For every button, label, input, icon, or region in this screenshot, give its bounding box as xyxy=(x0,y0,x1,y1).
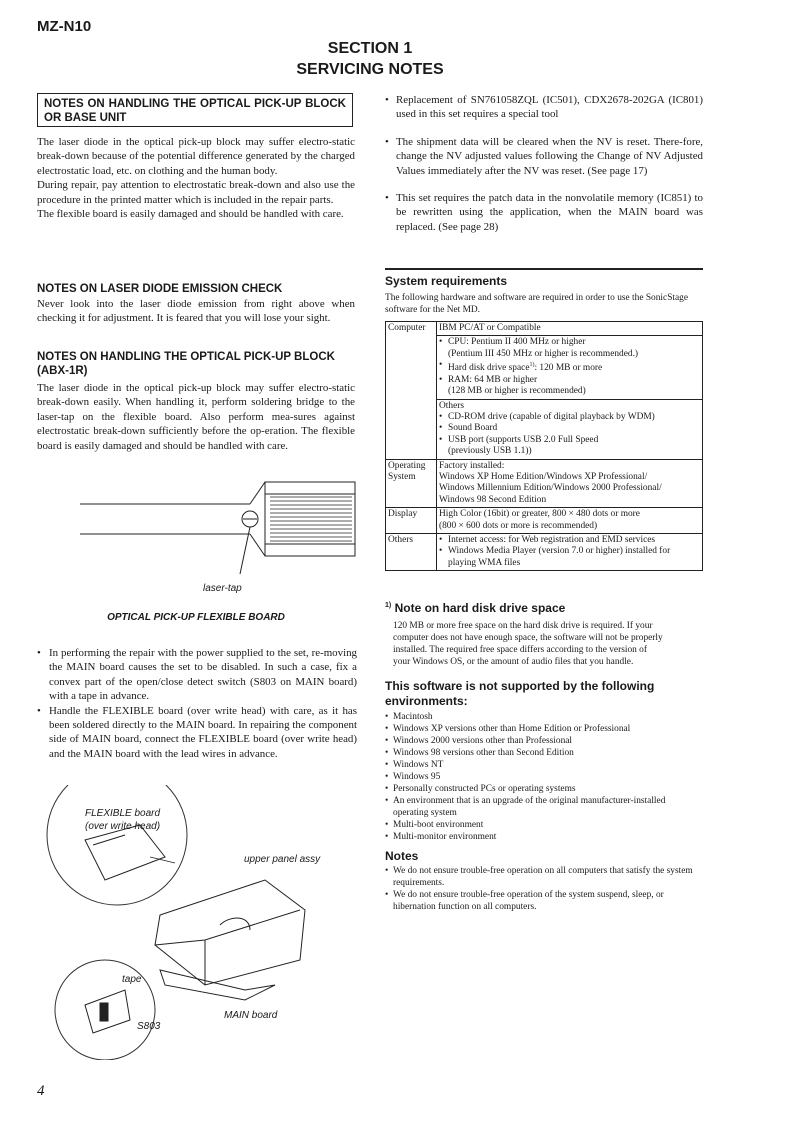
list-item: • We do not ensure trouble-free operation of the system suspend, sleep, or hibernation function on all computers. xyxy=(385,889,703,913)
section-number: SECTION 1 xyxy=(327,40,413,57)
list-item: (Pentium III 450 MHz or higher is recommended.) xyxy=(448,348,639,359)
hdd-note-title: Note on hard disk drive space xyxy=(394,601,566,615)
os-line: Factory installed: xyxy=(439,460,505,471)
abx-heading: NOTES ON HANDLING THE OPTICAL PICK-UP BLOCK (ABX-1R) xyxy=(37,351,335,377)
main-board-label: MAIN board xyxy=(224,1010,278,1021)
bullet-item: • In performing the repair with the power supplied to the set, re-moving the MAIN board causes the set to be disabled. In such a case, fix a convex part of the open/close detect switch (S803 on MAIN board) with a tape in advance. xyxy=(37,646,357,704)
list-item: • Windows 98 versions other than Second Edition xyxy=(385,747,703,759)
intro-paragraph: The flexible board is easily damaged and should be handled with care. xyxy=(37,208,344,221)
list-item: • An environment that is an upgrade of the original manufacturer-installed operating system xyxy=(385,795,703,819)
row-label: Display xyxy=(386,508,437,534)
row-label: Computer xyxy=(386,322,437,460)
table-cell: IBM PC/AT or Compatible xyxy=(437,322,703,336)
handling-bullets xyxy=(37,646,357,761)
list-item: playing WMA files xyxy=(448,557,521,568)
list-item: • Sound Board xyxy=(439,423,700,434)
hdd-note-line: your Windows OS, or the amount of audio files that you handle. xyxy=(393,657,634,667)
unsupported-heading-line: This software is not supported by the following xyxy=(385,679,655,693)
list-item: • Windows XP versions other than Home Edition or Professional xyxy=(385,723,703,735)
unsupported-list xyxy=(385,711,703,843)
bullet-item: • This set requires the patch data in the nonvolatile memory (IC851) to be rewritten using the application, when the MAIN board was replaced. (See page 28) xyxy=(385,191,703,234)
table-cell xyxy=(437,534,703,571)
bullet-item: • Replacement of SN761058ZQL (IC501), CDX2678-202GA (IC801) used in this set requires a special tool xyxy=(385,93,703,122)
intro-text xyxy=(37,135,355,221)
abx-text: The laser diode in the optical pick-up block may suffer electro-static break-down easily. When handling it, perform soldering bridge to the laser-tap on the flexible board. Also perform mea-sures against electrostatic break-down sufficiently before the op-eration. The flexible board is easily damaged and should be handled with care. xyxy=(37,382,355,452)
os-line: Windows 98 Second Edition xyxy=(439,494,547,505)
list-item: • Windows 95 xyxy=(385,771,703,783)
hdd-note-line: 120 MB or more free space on the hard disk drive is required. If your xyxy=(393,621,653,631)
page-number: 4 xyxy=(37,1083,45,1099)
laser-tap-label: laser-tap xyxy=(203,583,242,594)
list-item: • CPU: Pentium II 400 MHz or higher xyxy=(439,337,700,348)
list-item: • RAM: 64 MB or higher xyxy=(439,375,700,386)
row-label: Others xyxy=(386,534,437,571)
notes-list xyxy=(385,865,703,913)
os-label-line: System xyxy=(388,472,416,482)
hdd-value: : 120 MB or more xyxy=(534,363,603,374)
footnote-mark: 1) xyxy=(385,602,392,609)
list-item: (128 MB or higher is recommended) xyxy=(448,386,586,397)
requirements-table xyxy=(385,321,703,571)
table-row xyxy=(386,508,703,534)
table-cell xyxy=(437,399,703,459)
notes-heading: Notes xyxy=(385,849,419,863)
bullet-item: • The shipment data will be cleared when the NV is reset. There-fore, change the NV adjusted values following the Change of NV Adjusted Values immediately after the NV was reset. (See page 17) xyxy=(385,135,703,178)
hdd-note-text xyxy=(393,620,705,668)
os-line: Windows XP Home Edition/Windows XP Professional/ xyxy=(439,472,648,482)
unsupported-heading-line: environments: xyxy=(385,694,468,708)
section-divider xyxy=(385,268,703,270)
table-row xyxy=(386,322,703,336)
os-label-line: Operating xyxy=(388,460,426,471)
others-label: Others xyxy=(439,400,464,411)
flexible-board-label: FLEXIBLE board xyxy=(85,808,161,819)
table-cell xyxy=(437,336,703,399)
section-title: SERVICING NOTES xyxy=(296,61,444,78)
figure-caption: OPTICAL PICK-UP FLEXIBLE BOARD xyxy=(107,612,285,623)
list-item: • Windows Media Player (version 7.0 or higher) installed for xyxy=(439,546,700,557)
list-item: (previously USB 1.1)) xyxy=(448,446,532,457)
bullet-item: • Handle the FLEXIBLE board (over write head) with care, as it has been soldered directly to the MAIN board. In repairing the component side of MAIN board, connect the FLEXIBLE board (over write head) and the MAIN board with the lead wires in advance. xyxy=(37,704,357,762)
os-line: Windows Millennium Edition/Windows 2000 Professional/ xyxy=(439,483,662,494)
system-requirements-intro: The following hardware and software are required in order to use the SonicStage software for the Net MD. xyxy=(385,293,689,315)
list-item: • USB port (supports USB 2.0 Full Speed xyxy=(439,435,700,446)
list-item: • Internet access: for Web registration and EMD services xyxy=(439,535,700,546)
list-item: • Multi-monitor environment xyxy=(385,831,703,843)
laser-text: Never look into the laser diode emission from right above when checking it for adjustment. It is feared that you will lose your sight. xyxy=(37,298,355,325)
list-item: • We do not ensure trouble-free operation on all computers that satisfy the system requirements. xyxy=(385,865,703,889)
hdd-label: Hard disk drive space xyxy=(448,363,530,374)
model-name: MZ-N10 xyxy=(37,18,92,35)
table-cell xyxy=(437,508,703,534)
system-requirements-heading: System requirements xyxy=(385,274,508,288)
notes-bullets xyxy=(385,93,703,247)
intro-paragraph: The laser diode in the optical pick-up block may suffer electro-static break-down because of the potential difference generated by the charged electrostatic load, etc. on clothing and the human body. xyxy=(37,136,355,177)
list-item: • CD-ROM drive (capable of digital playback by WDM) xyxy=(439,412,700,423)
tape-label: tape xyxy=(122,974,142,985)
s803-label: S803 xyxy=(137,1021,161,1032)
upper-panel-label: upper panel assy xyxy=(244,854,321,865)
row-label xyxy=(386,459,437,508)
laser-heading: NOTES ON LASER DIODE EMISSION CHECK xyxy=(37,283,283,295)
table-cell xyxy=(437,459,703,508)
hdd-note-line: installed. The required free space differs according to the version of xyxy=(393,645,647,655)
table-row xyxy=(386,534,703,571)
footnote-mark: 1) xyxy=(529,362,535,369)
display-line: (800 × 600 dots or more is recommended) xyxy=(439,520,598,531)
hdd-note-heading xyxy=(385,601,565,615)
list-item: • Windows 2000 versions other than Professional xyxy=(385,735,703,747)
list-item: • Personally constructed PCs or operating systems xyxy=(385,783,703,795)
list-item: • Multi-boot environment xyxy=(385,819,703,831)
display-line: High Color (16bit) or greater, 800 × 480 dots or more xyxy=(439,509,640,520)
unsupported-heading xyxy=(385,679,654,709)
list-item xyxy=(439,360,700,375)
table-row xyxy=(386,459,703,508)
intro-paragraph: During repair, pay attention to electrostatic break-down and also use the procedure in the printed matter which is included in the repair parts. xyxy=(37,179,355,206)
list-item: • Macintosh xyxy=(385,711,703,723)
box-heading: NOTES ON HANDLING THE OPTICAL PICK-UP BLOCK OR BASE UNIT xyxy=(37,93,353,127)
list-item: • Windows NT xyxy=(385,759,703,771)
hdd-note-line: computer does not have enough space, the software will not be properly xyxy=(393,633,663,643)
over-write-head-label: (over write head) xyxy=(85,821,161,832)
